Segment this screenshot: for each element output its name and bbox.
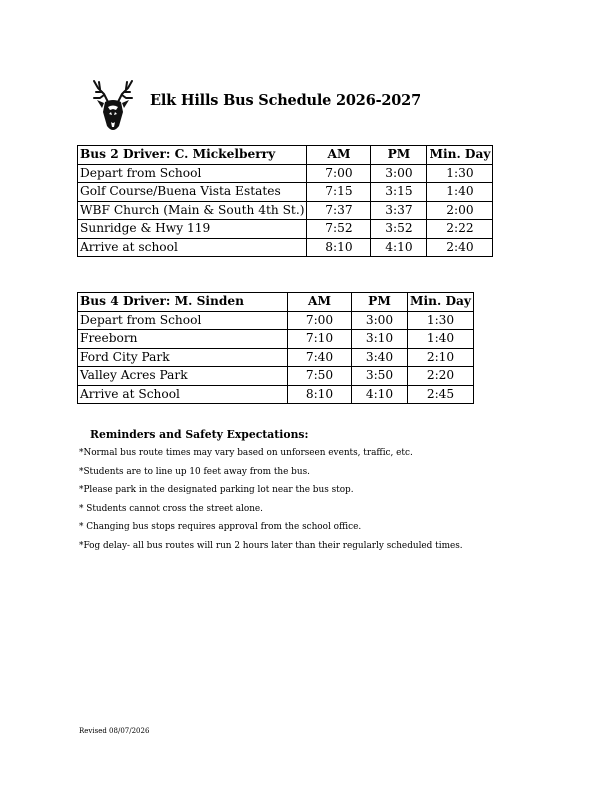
stop-name: Arrive at school: [78, 238, 307, 257]
am-time: 7:10: [288, 330, 352, 349]
list-item: *Normal bus route times may vary based on unforseen events, traffic, etc.: [79, 448, 413, 458]
am-time: 7:52: [307, 220, 371, 239]
stop-name: Depart from School: [78, 164, 307, 183]
pm-time: 3:52: [371, 220, 427, 239]
stop-name: Golf Course/Buena Vista Estates: [78, 183, 307, 202]
table-header-row: [78, 293, 474, 312]
am-time: 7:00: [307, 164, 371, 183]
pm-column-header: PM: [352, 293, 408, 312]
min-day-column-header: Min. Day: [408, 293, 474, 312]
min-day-time: 1:40: [408, 330, 474, 349]
stop-name: Arrive at School: [78, 385, 288, 404]
reminders-list: [79, 448, 463, 559]
am-time: 7:00: [288, 311, 352, 330]
min-day-time: 2:45: [408, 385, 474, 404]
min-day-time: 1:30: [427, 164, 493, 183]
min-day-time: 2:40: [427, 238, 493, 257]
list-item: *Please park in the designated parking lot near the bus stop.: [79, 485, 354, 495]
list-item: * Changing bus stops requires approval from the school office.: [79, 522, 362, 532]
am-column-header: AM: [307, 146, 371, 165]
reminders-heading: Reminders and Safety Expectations:: [90, 428, 309, 441]
am-time: 7:50: [288, 367, 352, 386]
am-time: 7:37: [307, 201, 371, 220]
table-row: [78, 385, 474, 404]
table-header-row: [78, 146, 493, 165]
am-column-header: AM: [288, 293, 352, 312]
table-row: [78, 311, 474, 330]
bus-driver-header: Bus 2 Driver: C. Mickelberry: [78, 146, 307, 165]
page-title: Elk Hills Bus Schedule 2026-2027: [150, 92, 421, 109]
table-row: [78, 220, 493, 239]
bus-2-schedule-table: [77, 145, 493, 257]
list-item: * Students cannot cross the street alone.: [79, 503, 263, 514]
stop-name: Ford City Park: [78, 348, 288, 367]
stop-name: WBF Church (Main & South 4th St.): [78, 201, 307, 220]
min-day-column-header: Min. Day: [427, 146, 493, 165]
pm-time: 3:00: [352, 311, 408, 330]
table-row: [78, 164, 493, 183]
list-item: *Fog delay- all bus routes will run 2 hours later than their regularly scheduled times.: [79, 540, 463, 551]
table-row: [78, 201, 493, 220]
am-time: 7:15: [307, 183, 371, 202]
am-time: 7:40: [288, 348, 352, 367]
pm-time: 3:15: [371, 183, 427, 202]
table-row: [78, 330, 474, 349]
min-day-time: 2:00: [427, 201, 493, 220]
pm-time: 4:10: [371, 238, 427, 257]
min-day-time: 1:30: [408, 311, 474, 330]
pm-time: 3:10: [352, 330, 408, 349]
bus-4-schedule-table: [77, 292, 474, 404]
min-day-time: 1:40: [427, 183, 493, 202]
table-row: [78, 238, 493, 257]
min-day-time: 2:22: [427, 220, 493, 239]
table-row: [78, 183, 493, 202]
pm-column-header: PM: [371, 146, 427, 165]
stop-name: Depart from School: [78, 311, 288, 330]
bus-driver-header: Bus 4 Driver: M. Sinden: [78, 293, 288, 312]
am-time: 8:10: [288, 385, 352, 404]
stop-name: Sunridge & Hwy 119: [78, 220, 307, 239]
pm-time: 3:37: [371, 201, 427, 220]
stop-name: Valley Acres Park: [78, 367, 288, 386]
stop-name: Freeborn: [78, 330, 288, 349]
pm-time: 3:40: [352, 348, 408, 367]
list-item: *Students are to line up 10 feet away from the bus.: [79, 466, 310, 477]
min-day-time: 2:20: [408, 367, 474, 386]
pm-time: 4:10: [352, 385, 408, 404]
pm-time: 3:50: [352, 367, 408, 386]
elk-head-icon: [90, 78, 136, 138]
min-day-time: 2:10: [408, 348, 474, 367]
table-row: [78, 367, 474, 386]
am-time: 8:10: [307, 238, 371, 257]
table-row: [78, 348, 474, 367]
pm-time: 3:00: [371, 164, 427, 183]
revised-date: Revised 08/07/2026: [79, 727, 150, 735]
